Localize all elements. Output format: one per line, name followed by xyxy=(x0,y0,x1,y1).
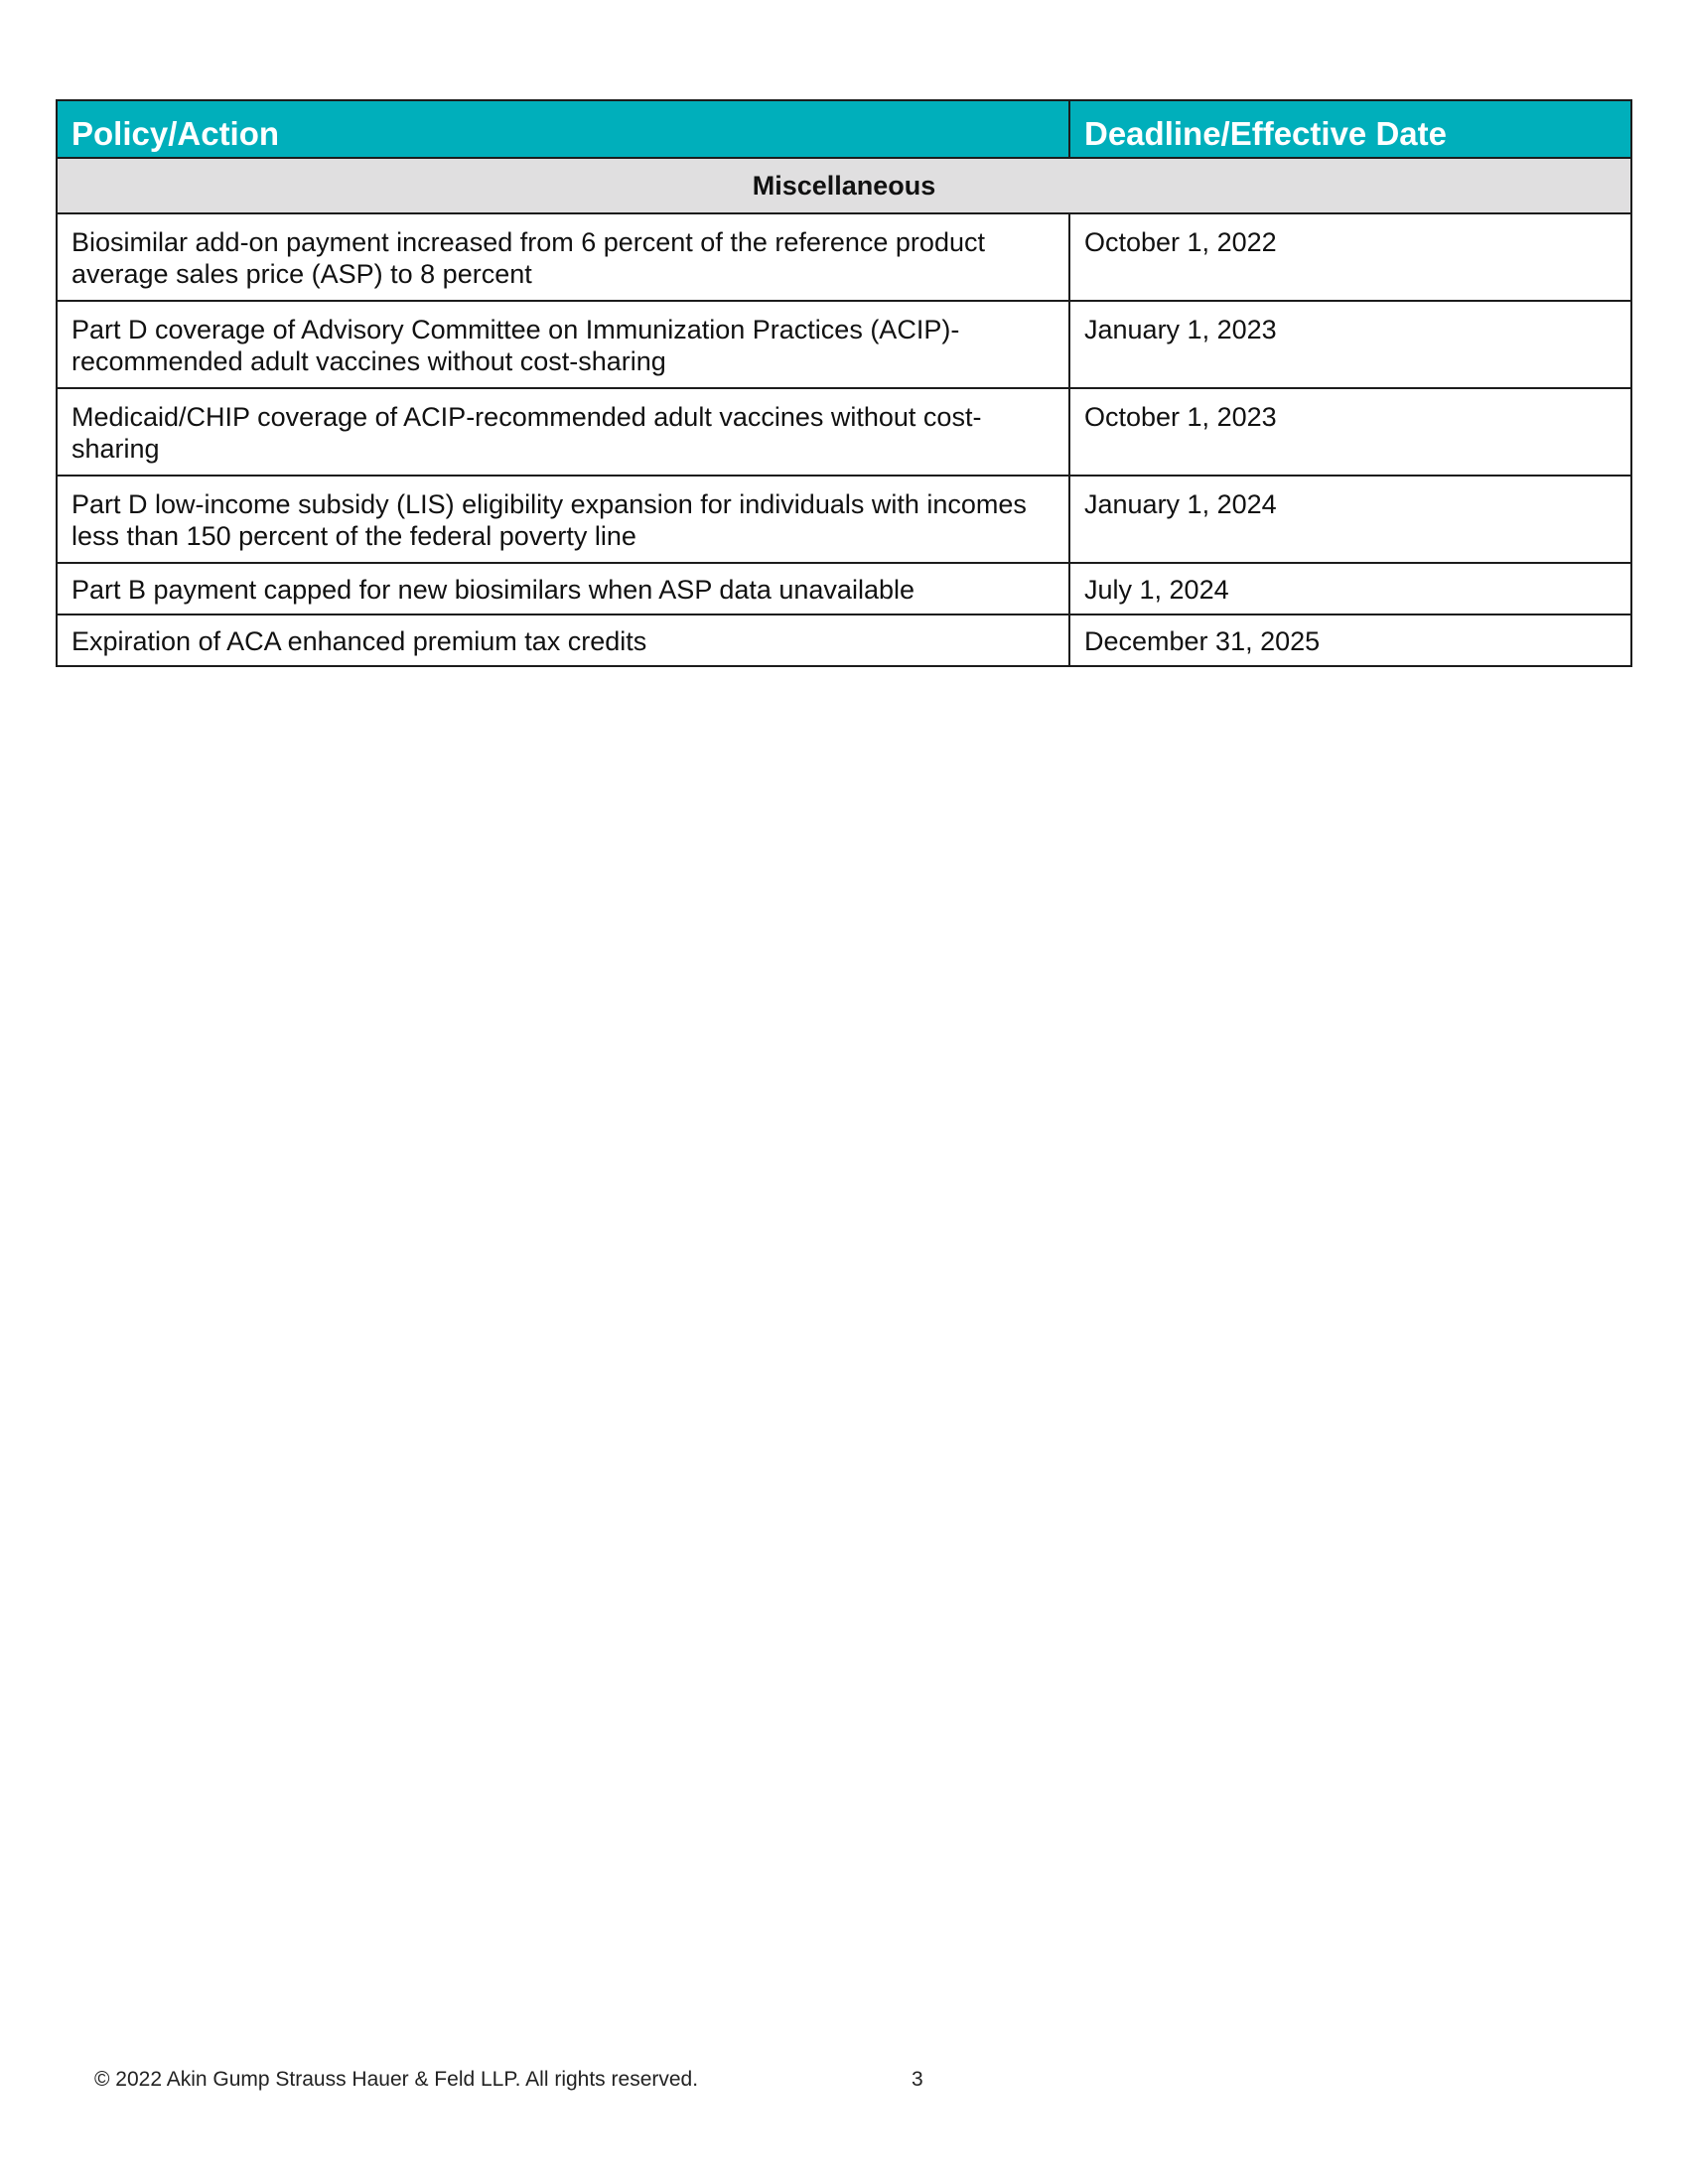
policy-cell: Biosimilar add-on payment increased from 6 percent of the reference product average sales price (ASP) to 8 percent xyxy=(57,213,1069,301)
policy-cell: Part D coverage of Advisory Committee on Immunization Practices (ACIP)-recommended adult vaccines without cost-sharing xyxy=(57,301,1069,388)
policy-cell: Medicaid/CHIP coverage of ACIP-recommended adult vaccines without cost-sharing xyxy=(57,388,1069,476)
policy-cell: Part B payment capped for new biosimilars when ASP data unavailable xyxy=(57,563,1069,614)
header-deadline-date: Deadline/Effective Date xyxy=(1069,100,1631,158)
date-cell: July 1, 2024 xyxy=(1069,563,1631,614)
table-row xyxy=(57,388,1631,476)
footer-page-number: 3 xyxy=(912,2068,923,2091)
table-row xyxy=(57,213,1631,301)
date-cell: December 31, 2025 xyxy=(1069,614,1631,666)
date-cell: January 1, 2023 xyxy=(1069,301,1631,388)
section-title: Miscellaneous xyxy=(57,158,1631,213)
table-header-row xyxy=(57,100,1631,158)
header-policy-action: Policy/Action xyxy=(57,100,1069,158)
table-row xyxy=(57,476,1631,563)
date-cell: October 1, 2023 xyxy=(1069,388,1631,476)
date-cell: January 1, 2024 xyxy=(1069,476,1631,563)
table-row xyxy=(57,301,1631,388)
policy-cell: Part D low-income subsidy (LIS) eligibility expansion for individuals with incomes less than 150 percent of the federal poverty line xyxy=(57,476,1069,563)
policy-deadline-table xyxy=(56,99,1632,667)
section-row xyxy=(57,158,1631,213)
footer-copyright: © 2022 Akin Gump Strauss Hauer & Feld LLP. All rights reserved. xyxy=(94,2068,699,2091)
date-cell: October 1, 2022 xyxy=(1069,213,1631,301)
table-row xyxy=(57,563,1631,614)
policy-cell: Expiration of ACA enhanced premium tax credits xyxy=(57,614,1069,666)
table-row xyxy=(57,614,1631,666)
